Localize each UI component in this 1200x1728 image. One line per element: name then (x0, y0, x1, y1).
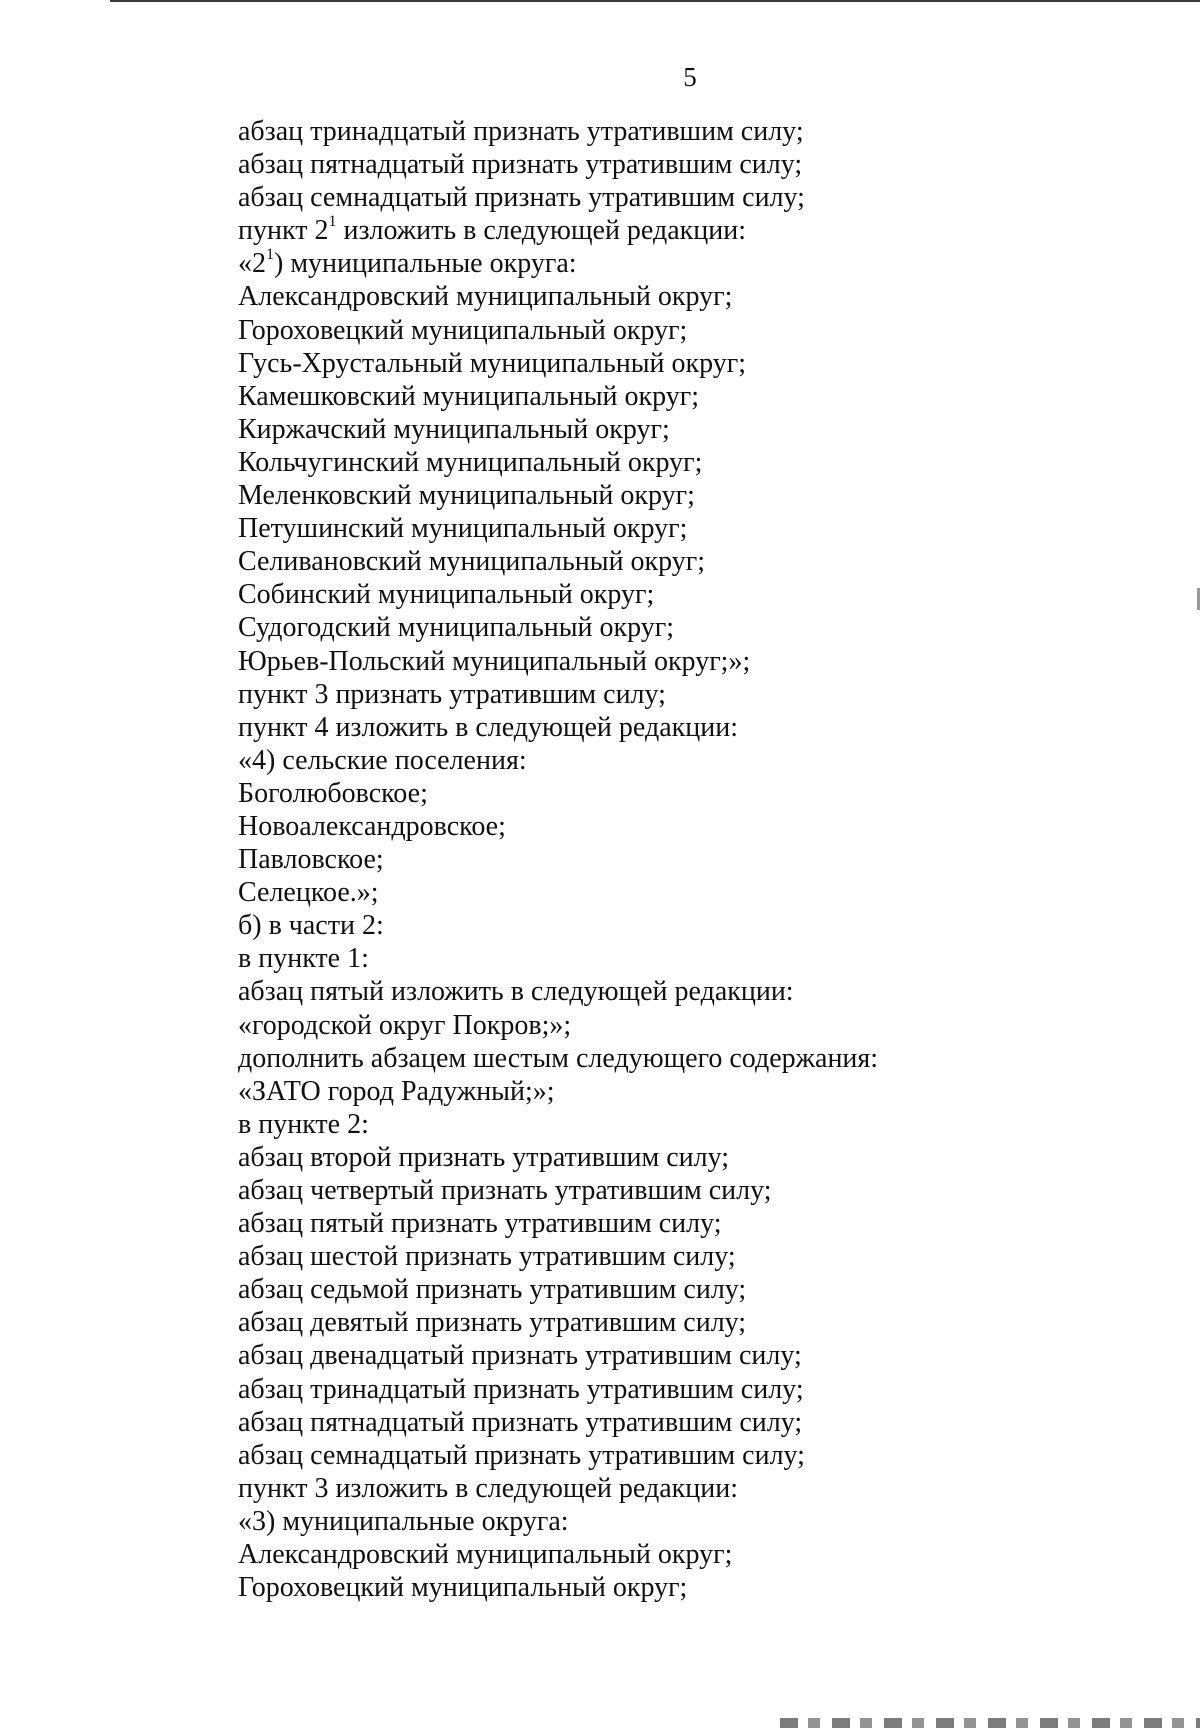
scan-top-edge (110, 0, 1200, 2)
text-line: абзац пятый изложить в следующей редакции: (238, 976, 794, 1008)
text-line-start: «2 (238, 248, 266, 280)
text-line: Собинский муниципальный округ; (238, 579, 655, 611)
text-line (238, 247, 1118, 280)
text-line: Меленковский муниципальный округ; (238, 480, 695, 512)
text-line: абзац пятнадцатый признать утратившим силу; (238, 1406, 803, 1438)
text-line: абзац семнадцатый признать утратившим силу; (238, 182, 805, 214)
scan-bottom-marks (780, 1718, 1200, 1728)
text-line: Судогодский муниципальный округ; (238, 612, 675, 644)
text-line: пункт 3 изложить в следующей редакции: (238, 1472, 738, 1504)
text-line: пункт 3 признать утратившим силу; (238, 678, 666, 710)
text-line: Юрьев-Польский муниципальный округ;»; (238, 645, 751, 677)
text-line: «городской округ Покров;»; (238, 1009, 572, 1041)
text-line-end: ) муниципальные округа: (274, 248, 577, 280)
text-line: Гороховецкий муниципальный округ; (238, 1572, 688, 1604)
superscript-index: 1 (328, 212, 337, 230)
text-line: Александровский муниципальный округ; (238, 281, 733, 313)
text-line: б) в части 2: (238, 910, 384, 942)
text-line: Кольчугинский муниципальный округ; (238, 446, 703, 478)
text-line: Новоалександровское; (238, 810, 506, 842)
text-line-end: изложить в следующей редакции: (336, 215, 746, 247)
text-line: Гороховецкий муниципальный округ; (238, 314, 688, 346)
text-line: «3) муниципальные округа: (238, 1505, 569, 1537)
text-line: Селивановский муниципальный округ; (238, 546, 706, 578)
text-line-start: пункт 2 (238, 215, 329, 247)
superscript-index: 1 (266, 246, 274, 264)
text-line (238, 214, 1118, 247)
text-line: абзац девятый признать утратившим силу; (238, 1307, 747, 1339)
text-line: Селецкое.»; (238, 877, 379, 909)
text-line: «4) сельские поселения: (238, 744, 527, 776)
text-line: Александровский муниципальный округ; (238, 1539, 733, 1571)
text-line: пункт 4 изложить в следующей редакции: (238, 711, 738, 743)
text-line: абзац тринадцатый признать утратившим силу; (238, 116, 804, 147)
text-line: абзац двенадцатый признать утратившим силу; (238, 1340, 802, 1372)
text-line: Камешковский муниципальный округ; (238, 380, 700, 412)
text-line: абзац тринадцатый признать утратившим силу; (238, 1373, 804, 1405)
text-line: абзац пятый признать утратившим силу; (238, 1208, 722, 1240)
text-line: в пункте 2: (238, 1108, 369, 1140)
document-body (238, 115, 1118, 1604)
text-line: абзац второй признать утратившим силу; (238, 1141, 730, 1173)
text-line: дополнить абзацем шестым следующего содержания: (238, 1042, 879, 1074)
text-line: Петушинский муниципальный округ; (238, 513, 688, 545)
text-line: в пункте 1: (238, 943, 369, 975)
page-number: 5 (683, 62, 697, 92)
text-line: «ЗАТО город Радужный;»; (238, 1075, 555, 1107)
text-line: Гусь-Хрустальный муниципальный округ; (238, 347, 747, 379)
text-line: абзац четвертый признать утратившим силу; (238, 1175, 772, 1206)
text-line: абзац пятнадцатый признать утратившим силу; (238, 149, 803, 181)
text-line: абзац седьмой признать утратившим силу; (238, 1274, 747, 1306)
text-line: Боголюбовское; (238, 777, 428, 809)
text-line: абзац семнадцатый признать утратившим силу; (238, 1439, 805, 1471)
text-line: Киржачский муниципальный округ; (238, 413, 670, 445)
text-line: абзац шестой признать утратившим силу; (238, 1241, 736, 1273)
text-line: Павловское; (238, 844, 384, 876)
